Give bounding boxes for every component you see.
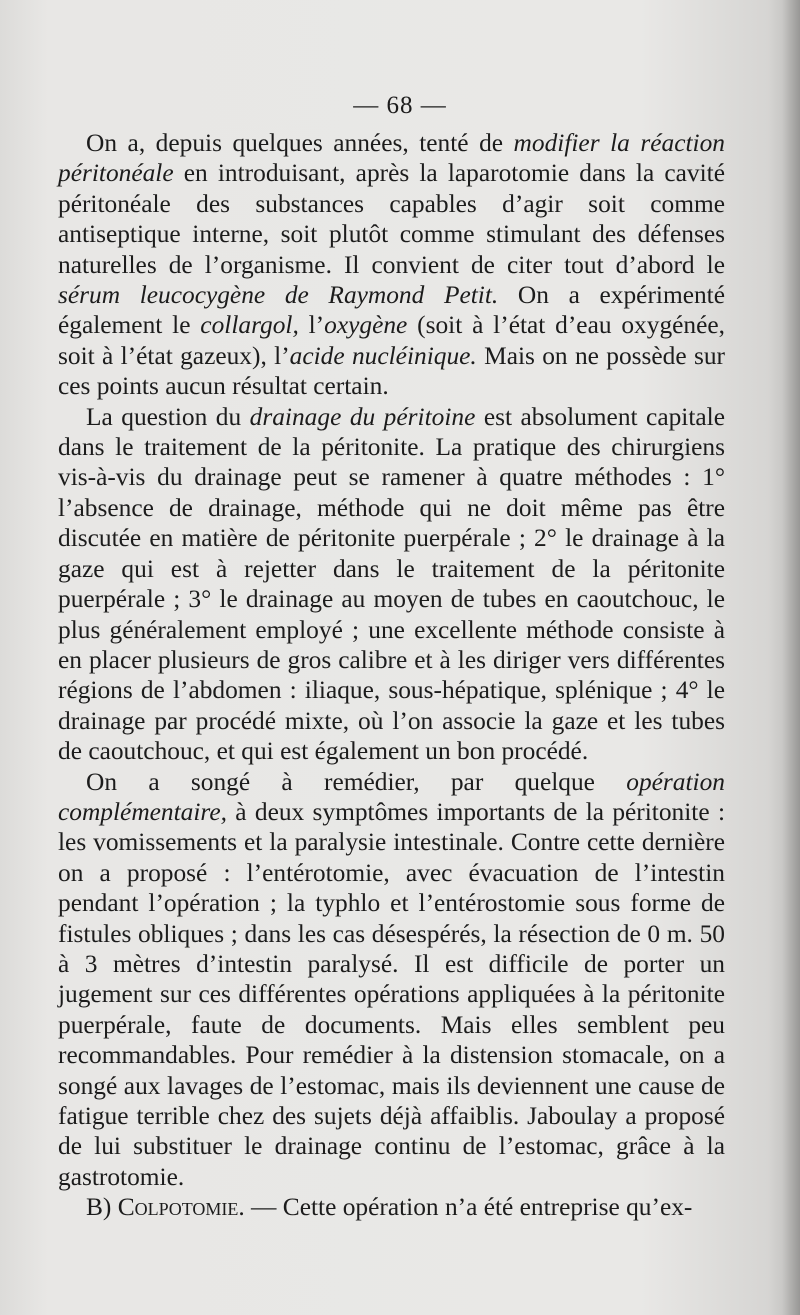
italic-text: modifier la réaction péritonéale <box>58 129 725 188</box>
text-run: On a expérimenté également le <box>58 281 725 340</box>
text-run: On a songé à remédier, par quelque <box>86 767 627 796</box>
text-run: On a, depuis quelques années, tenté de <box>86 129 514 157</box>
text-run: l’ <box>298 311 325 340</box>
paragraph-colpotomie <box>58 1192 725 1222</box>
text-run: — Cette opération n’a été entreprise qu’ex- <box>244 1193 693 1222</box>
text-run: est absolument capitale dans le traitement de la péritonite. La pratique des chirurgiens vis-à-vis du drainage peut se ramener à quatre méthodes : 1° l’absence de drainage, méthode qui ne doit même pas être discutée en matière de péritonite puerpérale ; 2° le drainage à la gaze qui est à rejetter dans le traitement de la péritonite puerpérale ; 3° le drainage au moyen de tubes en caoutchouc, le plus généralement employé ; une excellente méthode consiste à en placer plusieurs de gros calibre et à les diriger vers différentes régions de l’abdomen : iliaque, sous-hépatique, splénique ; 4° le drainage par procédé mixte, où l’on associe la gaze et les tubes de caoutchouc, et qui est également un bon procédé. <box>58 402 725 766</box>
italic-text: drainage du péritoine <box>249 402 476 431</box>
body-text <box>58 128 725 1223</box>
text-run: B) <box>86 1193 118 1222</box>
italic-text: sérum leucocygène de Raymond Petit. <box>58 281 499 310</box>
text-run: (soit à l’état d’eau oxygénée, soit à l’état gazeux), l’ <box>58 311 725 370</box>
paragraph-drainage <box>58 402 725 767</box>
italic-text: opération complémentaire, <box>58 767 725 826</box>
text-run: à deux symptômes importants de la péritonite : les vomissements et la paralysie intestinale. Contre cette dernière on a proposé : l’entérotomie, avec évacuation de l’intestin pendant l’opération ; la typhlo et l’entérostomie sous forme de fistules obliques ; dans les cas désespérés, la résection de 0 m. 50 à 3 mètres d’intestin paralysé. Il est difficile de porter un jugement sur ces différentes opérations appliquées à la péritonite puerpérale, faute de documents. Mais elles semblent peu recommandables. Pour remédier à la distension stomacale, on a songé aux lavages de l’estomac, mais ils deviennent une cause de fatigue terrible chez des sujets déjà affaiblis. Jaboulay a proposé de lui substituer le drainage continu de l’estomac, grâce à la gastrotomie. <box>58 797 725 1191</box>
paragraph-reaction-peritoneale <box>58 128 725 402</box>
italic-text: acide nucléinique. <box>289 341 477 370</box>
italic-text: oxygène <box>324 311 408 340</box>
italic-text: collargol, <box>200 311 299 340</box>
text-run: en introduisant, après la laparotomie dans la cavité péritonéale des substances capables d’agir soit comme antiseptique interne, soit plutôt comme stimulant des défenses naturelles de l’organisme. Il convient de citer tout d’abord le <box>58 159 725 279</box>
text-run: La question du <box>86 402 250 431</box>
text-run: Colpotomie. <box>117 1193 245 1222</box>
paragraph-operation-complementaire <box>58 767 725 1193</box>
text-run: Mais on ne possède sur ces points aucun résultat certain. <box>58 341 725 401</box>
page-edge-shadow <box>782 0 800 1315</box>
page-number: — 68 — <box>353 92 447 119</box>
